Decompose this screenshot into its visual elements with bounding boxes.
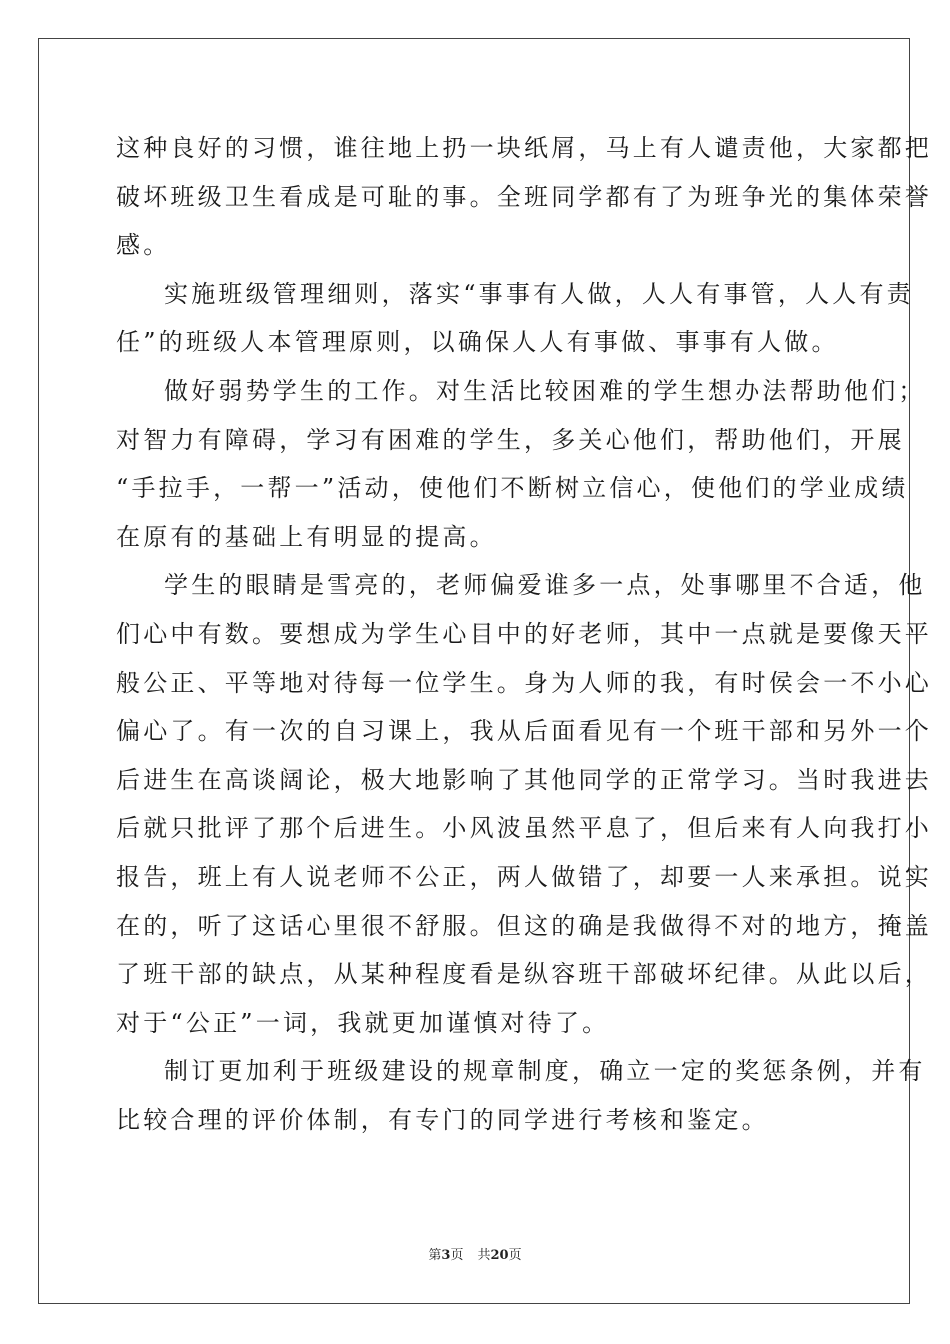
page-number: 3 — [441, 1248, 451, 1263]
text-line: 对智力有障碍，学习有困难的学生，多关心他们，帮助他们，开展 — [116, 425, 905, 454]
text-line: 们心中有数。要想成为学生心目中的好老师，其中一点就是要像天平 — [116, 619, 932, 648]
text-line: 在原有的基础上有明显的提高。 — [116, 522, 497, 551]
document-body — [116, 124, 932, 1144]
paragraph-first-line: 学生的眼睛是雪亮的，老师偏爱谁多一点，处事哪里不合适，他 — [164, 571, 926, 600]
text-line: “手拉手，一帮一”活动，使他们不断树立信心，使他们的学业成绩 — [116, 474, 909, 503]
text-line: 感。 — [116, 231, 171, 260]
paragraph-first-line: 制订更加利于班级建设的规章制度，确立一定的奖惩条例，并有 — [164, 1057, 926, 1086]
paragraph-first-line: 做好弱势学生的工作。对生活比较困难的学生想办法帮助他们； — [164, 376, 926, 405]
page-suffix: 页 — [450, 1248, 464, 1263]
text-line: 后就只批评了那个后进生。小风波虽然平息了，但后来有人向我打小 — [116, 814, 932, 843]
total-prefix: 共 — [477, 1248, 491, 1263]
text-line: 破坏班级卫生看成是可耻的事。全班同学都有了为班争光的集体荣誉 — [116, 182, 932, 211]
text-line: 偏心了。有一次的自习课上，我从后面看见有一个班干部和另外一个 — [116, 717, 932, 746]
text-line: 后进生在高谈阔论，极大地影响了其他同学的正常学习。当时我进去 — [116, 765, 932, 794]
text-line: 对于“公正”一词，我就更加谨慎对待了。 — [116, 1008, 610, 1037]
page-prefix: 第 — [428, 1248, 442, 1263]
text-line: 在的，听了这话心里很不舒服。但这的确是我做得不对的地方，掩盖 — [116, 911, 932, 940]
text-line: 报告，班上有人说老师不公正，两人做错了，却要一人来承担。说实 — [116, 862, 932, 891]
text-line: 这种良好的习惯，谁往地上扔一块纸屑，马上有人谴责他，大家都把 — [116, 134, 932, 162]
text-line: 了班干部的缺点，从某种程度看是纵容班干部破坏纪律。从此以后， — [116, 960, 932, 989]
paragraph-first-line: 实施班级管理细则，落实“事事有人做，人人有事管，人人有责 — [164, 279, 914, 308]
text-line: 般公正、平等地对待每一位学生。身为人师的我，有时侯会一不小心 — [116, 668, 932, 697]
page-footer — [0, 1244, 950, 1263]
total-suffix: 页 — [508, 1248, 522, 1263]
text-line: 任”的班级人本管理原则，以确保人人有事做、事事有人做。 — [116, 328, 839, 357]
total-pages: 20 — [490, 1248, 509, 1263]
text-line: 比较合理的评价体制，有专门的同学进行考核和鉴定。 — [116, 1105, 769, 1134]
